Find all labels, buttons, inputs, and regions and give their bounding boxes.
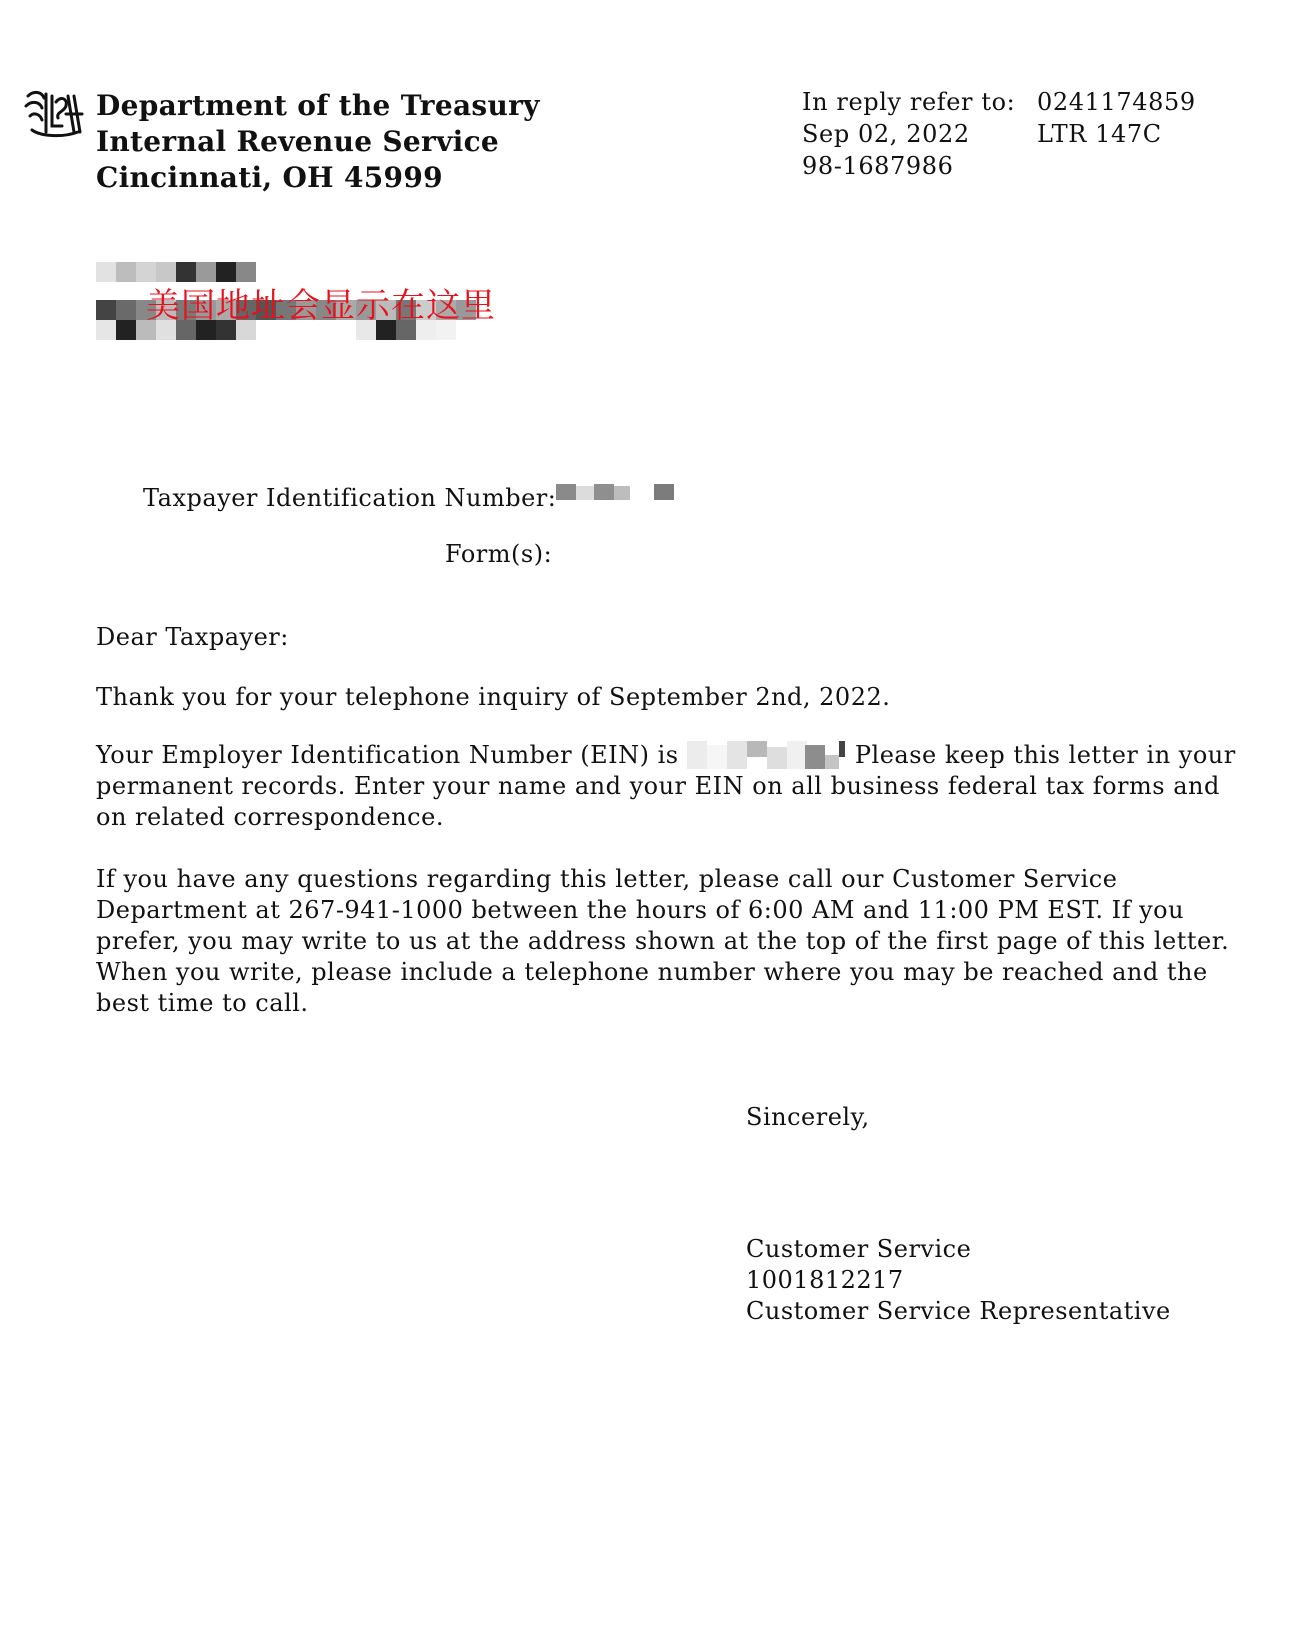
ein-lead-text: Your Employer Identification Number (EIN) is (96, 741, 679, 769)
agency-name: Department of the Treasury (96, 89, 540, 122)
signer-name: Customer Service (746, 1235, 972, 1263)
ein-line-3: on related correspondence. (96, 803, 444, 831)
questions-line-3: prefer, you may write to us at the address shown at the top of the first page of this letter. (96, 927, 1230, 955)
questions-line-1: If you have any questions regarding this letter, please call our Customer Service (96, 865, 1118, 893)
agency-service: Internal Revenue Service (96, 125, 500, 158)
address-placeholder-note: 美国地址会显示在这里 (146, 286, 496, 326)
letter-code: LTR 147C (1037, 120, 1162, 148)
valediction: Sincerely, (746, 1103, 870, 1131)
ein-line-2: permanent records. Enter your name and your EIN on all business federal tax forms and (96, 772, 1220, 800)
paragraph-thank-you: Thank you for your telephone inquiry of September 2nd, 2022. (96, 683, 891, 711)
paragraph-ein (96, 740, 1236, 833)
signer-title: Customer Service Representative (746, 1297, 1171, 1325)
signer-id: 1001812217 (746, 1266, 904, 1294)
paragraph-questions (96, 864, 1229, 1019)
questions-line-4: When you write, please include a telephone number where you may be reached and the (96, 958, 1208, 986)
irs-eagle-logo-icon (22, 86, 84, 140)
redacted-ein (687, 741, 847, 769)
letter-date: Sep 02, 2022 (802, 120, 970, 148)
agency-address (96, 88, 540, 196)
tin-label: Taxpayer Identification Number: (143, 484, 557, 512)
ein-rest-text: Please keep this letter in your (854, 741, 1236, 769)
forms-label: Form(s): (445, 540, 553, 568)
salutation: Dear Taxpayer: (96, 623, 289, 651)
questions-line-5: best time to call. (96, 989, 309, 1017)
agency-city: Cincinnati, OH 45999 (96, 161, 443, 194)
reference-block (802, 86, 1196, 182)
questions-line-2: Department at 267-941-1000 between the hours of 6:00 AM and 11:00 PM EST. If you (96, 896, 1185, 924)
reply-number: 0241174859 (1037, 88, 1196, 116)
redacted-tin (556, 484, 674, 502)
signature-block (746, 1234, 1171, 1327)
reference-id-number: 98-1687986 (802, 152, 954, 180)
reply-label: In reply refer to: (802, 88, 1016, 116)
